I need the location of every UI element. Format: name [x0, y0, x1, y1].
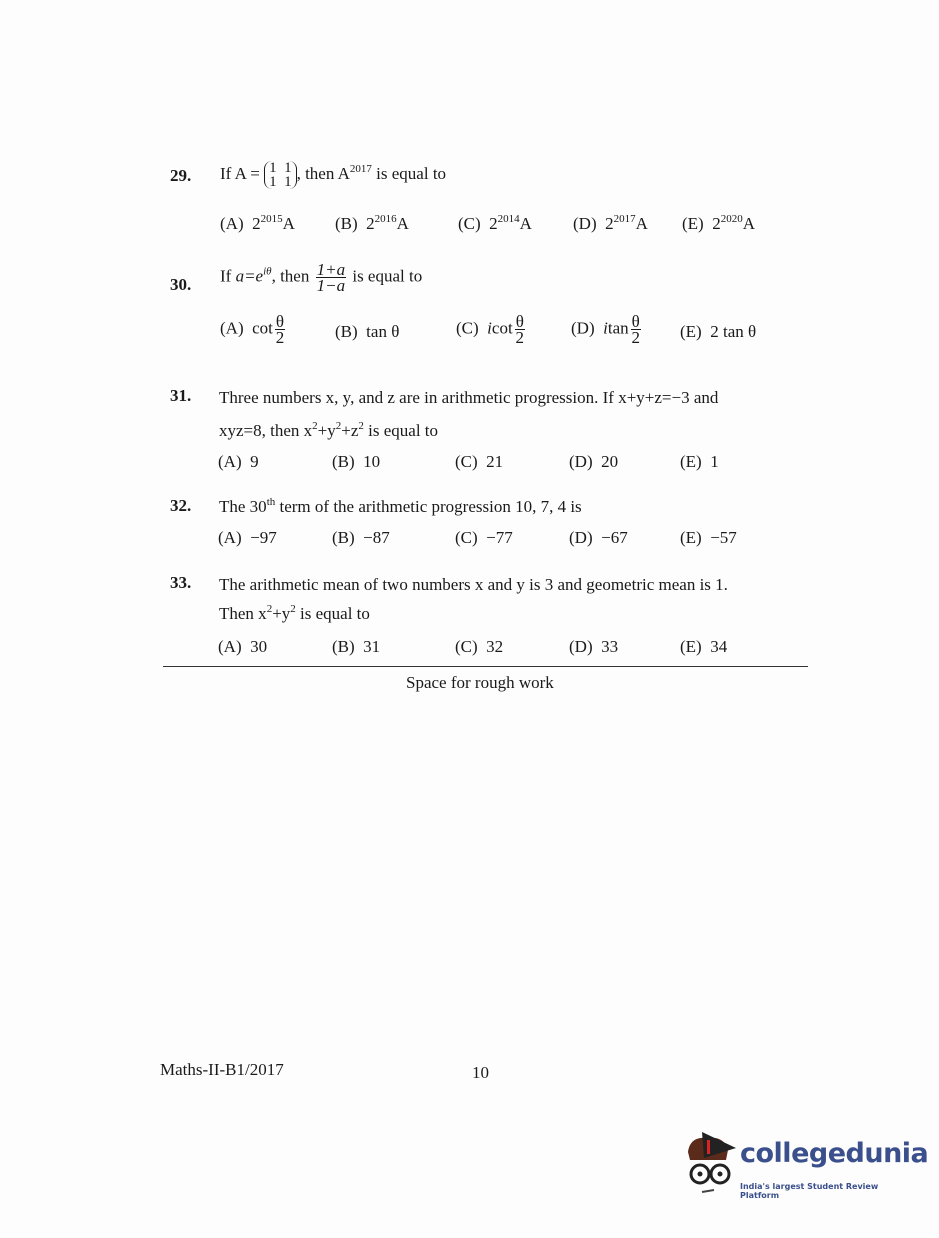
- answer-option: (B) $2^{2016}A$: [335, 213, 409, 233]
- answer-option: (B) −87: [332, 528, 390, 547]
- answer-option: (A) cot $\frac{\theta}{2}$: [220, 312, 285, 347]
- matrix: 1 1 1 1: [264, 161, 297, 189]
- answer-option: (E) $2^{2020}A$: [682, 213, 755, 233]
- answer-option: (D) 33: [569, 637, 619, 656]
- question-stem: Three numbers x, y, and z are in arithmetic progression. If x+y+z=−3 and: [219, 388, 719, 407]
- question-number: 30.: [170, 275, 192, 294]
- answer-option: (E) 1: [680, 452, 719, 471]
- divider: [163, 666, 808, 667]
- answer-option: (D) 20: [569, 452, 619, 471]
- question-stem-line2: Then $x^2+y^2$ is equal to: [219, 603, 370, 623]
- rough-work-label: Space for rough work: [406, 673, 554, 692]
- answer-option: (E) −57: [680, 528, 737, 547]
- answer-option: (C) 32: [455, 637, 504, 656]
- answer-option: (A) 9: [218, 452, 259, 471]
- question-number: 33.: [170, 573, 192, 592]
- answer-option: (C) −77: [455, 528, 513, 547]
- answer-option: (E) 2 tan θ: [680, 322, 757, 341]
- answer-option: (C) icot $\frac{\theta}{2}$: [456, 312, 525, 347]
- answer-option: (E) 34: [680, 637, 728, 656]
- question-stem-line2: xyz=8, then $x^2+y^2+z^2$ is equal to: [219, 420, 439, 440]
- question-stem: If A = 1 1 1 1 , then $A^{2017}$ is equal to: [220, 160, 447, 190]
- answer-option: (B) 31: [332, 637, 381, 656]
- mascot-icon: [680, 1130, 738, 1200]
- answer-option: (D) −67: [569, 528, 628, 547]
- answer-option: (C) $2^{2014}A$: [458, 213, 532, 233]
- answer-option: (D) $2^{2017}A$: [573, 213, 648, 233]
- answer-option: (B) tan θ: [335, 322, 400, 341]
- page-number: 10: [472, 1063, 489, 1082]
- question-number: 31.: [170, 386, 192, 405]
- paper-code: Maths-II-B1/2017: [160, 1060, 284, 1079]
- answer-option: (A) $2^{2015}A$: [220, 213, 295, 233]
- question-stem: If $a=e^{i\theta}$, then $\frac{1+a}{1-a}$ is equal to: [220, 260, 423, 295]
- question-stem: The arithmetic mean of two numbers x and y is 3 and geometric mean is 1.: [219, 575, 728, 594]
- collegedunia-logo: collegedunia India's largest Student Review Platform: [680, 1130, 910, 1200]
- question-number: 29.: [170, 166, 192, 185]
- answer-option: (B) 10: [332, 452, 381, 471]
- answer-option: (A) 30: [218, 637, 268, 656]
- question-number: 32.: [170, 496, 192, 515]
- answer-option: (C) 21: [455, 452, 504, 471]
- answer-option: (A) −97: [218, 528, 277, 547]
- answer-option: (D) itan $\frac{\theta}{2}$: [571, 312, 640, 347]
- question-stem: The 30th term of the arithmetic progression 10, 7, 4 is: [219, 496, 582, 516]
